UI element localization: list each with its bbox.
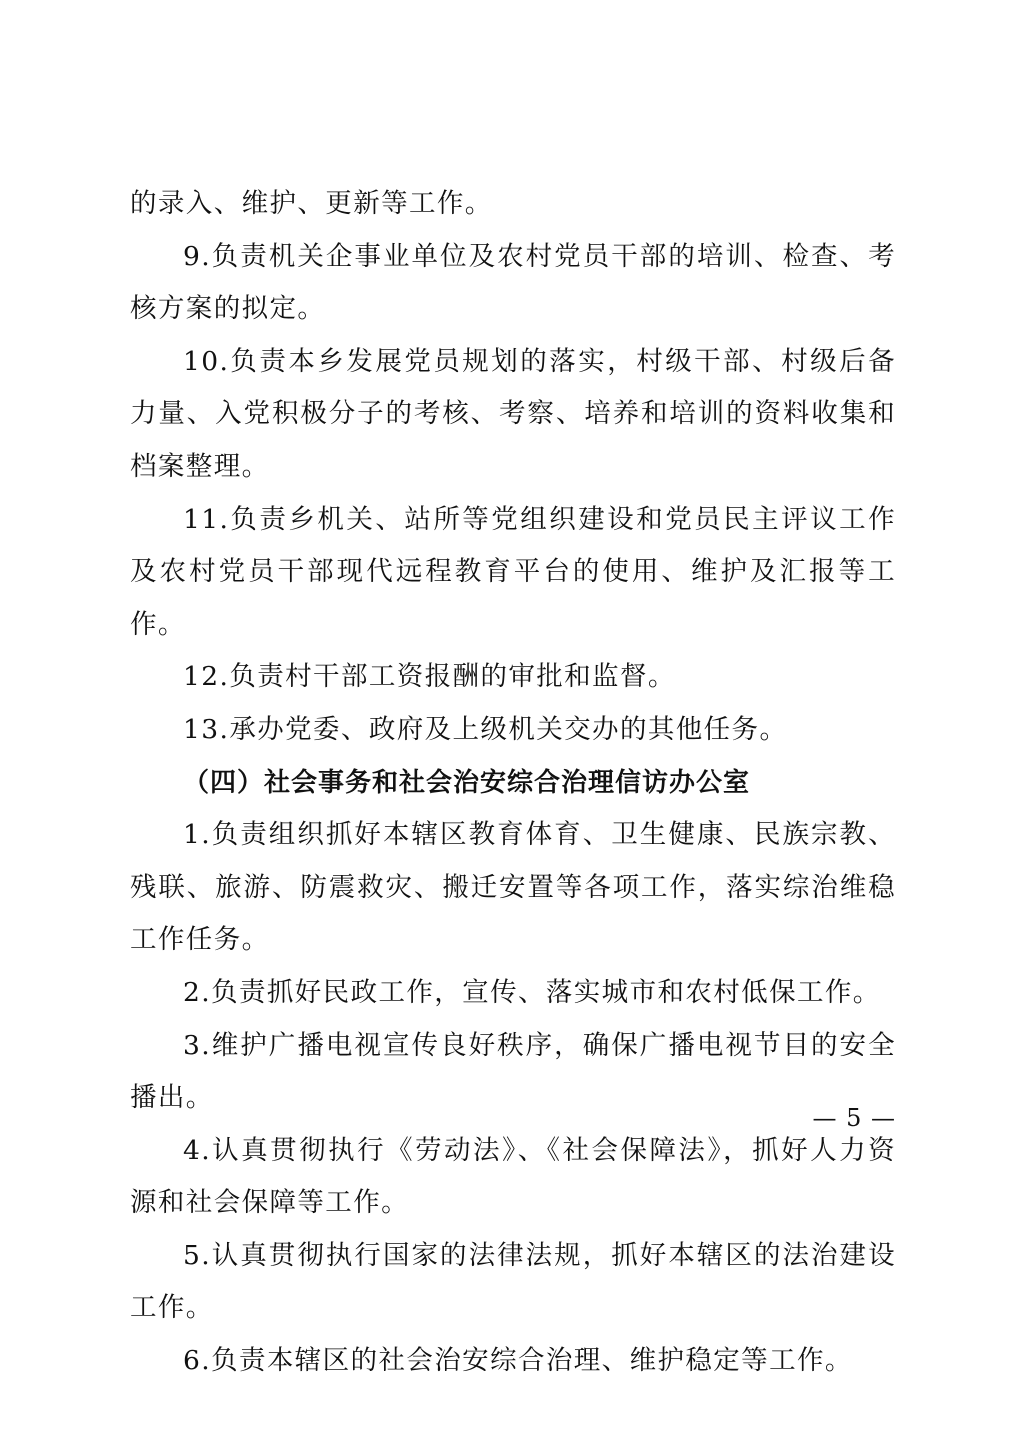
list-item-5: 5.认真贯彻执行国家的法律法规，抓好本辖区的法治建设工作。 xyxy=(130,1239,896,1324)
document-body xyxy=(130,178,896,1388)
list-item-13: 13.承办党委、政府及上级机关交办的其他任务。 xyxy=(183,713,788,745)
list-item-9: 9.负责机关企事业单位及农村党员干部的培训、检查、考核方案的拟定。 xyxy=(130,240,896,325)
list-item-4: 4.认真贯彻执行《劳动法》、《社会保障法》，抓好人力资源和社会保障等工作。 xyxy=(130,1134,896,1219)
list-item-3: 3.维护广播电视宣传良好秩序，确保广播电视节目的安全播出。 xyxy=(130,1029,896,1114)
list-item-2: 2.负责抓好民政工作，宣传、落实城市和农村低保工作。 xyxy=(183,976,881,1008)
list-item-12: 12.负责村干部工资报酬的审批和监督。 xyxy=(183,661,676,693)
list-item-6: 6.负责本辖区的社会治安综合治理、维护稳定等工作。 xyxy=(183,1345,853,1377)
list-item-11: 11.负责乡机关、站所等党组织建设和党员民主评议工作及农村党员干部现代远程教育平台的使用、维护及汇报等工作。 xyxy=(130,503,896,640)
section-heading: （四）社会事务和社会治安综合治理信访办公室 xyxy=(183,767,751,798)
paragraph-continuation: 的录入、维护、更新等工作。 xyxy=(130,188,493,219)
page-number: — 5 — xyxy=(812,1104,896,1132)
list-item-10: 10.负责本乡发展党员规划的落实，村级干部、村级后备力量、入党积极分子的考核、考察、培养和培训的资料收集和档案整理。 xyxy=(130,345,896,482)
list-item-1: 1.负责组织抓好本辖区教育体育、卫生健康、民族宗教、残联、旅游、防震救灾、搬迁安置等各项工作，落实综治维稳工作任务。 xyxy=(130,819,896,956)
